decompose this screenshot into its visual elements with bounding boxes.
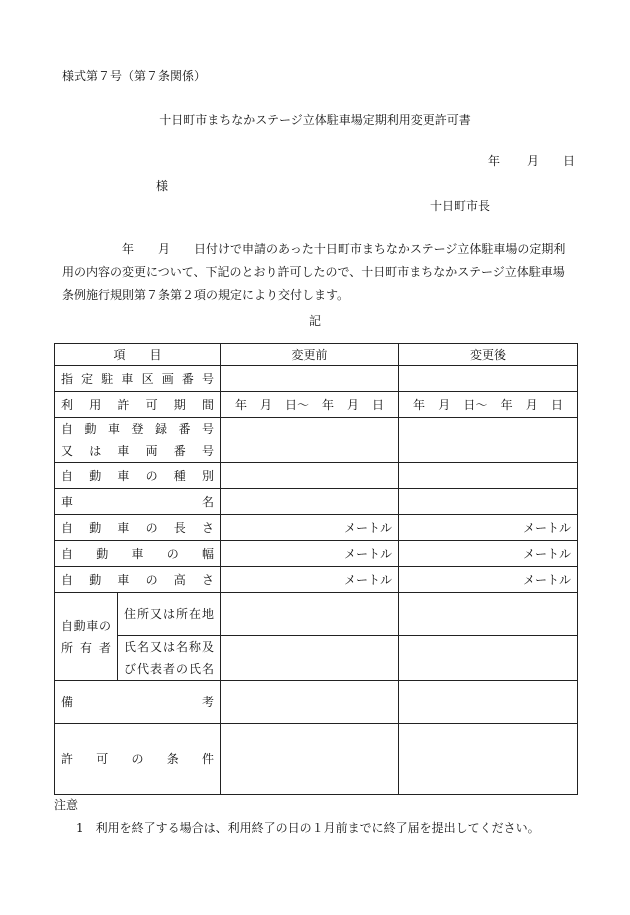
cell-after	[399, 593, 578, 636]
table-row	[55, 593, 578, 636]
period-part: 年	[413, 397, 426, 412]
label-line: 自動車登録番号	[61, 422, 215, 436]
header-after: 変更後	[399, 344, 578, 366]
header-item: 項 目	[55, 344, 221, 366]
period-after	[405, 397, 571, 413]
label-part: 備	[61, 695, 74, 709]
cell-before	[221, 366, 399, 392]
period-part: 年	[321, 397, 334, 412]
date-year: 年	[488, 154, 501, 168]
unit-before: メートル	[221, 567, 399, 593]
label-line: 又は車両番号	[61, 444, 215, 458]
permit-change-table	[54, 343, 578, 795]
table-row	[55, 567, 578, 593]
table-row	[55, 681, 578, 724]
cell-after	[399, 681, 578, 724]
table-row	[55, 515, 578, 541]
period-part: 月	[260, 397, 273, 412]
period-before	[227, 397, 392, 413]
cell-before	[221, 636, 399, 681]
table-row	[55, 366, 578, 392]
document-title: 十日町市まちなかステージ立体駐車場定期利用変更許可書	[159, 113, 471, 127]
period-part: 日	[550, 397, 563, 412]
label-owner-name	[118, 636, 221, 681]
cell-after	[399, 724, 578, 795]
label-width: 自動車の幅	[55, 541, 221, 567]
cell-before	[221, 463, 399, 489]
label-address: 住所又は所在地	[118, 593, 221, 636]
addressee-suffix: 様	[156, 179, 169, 193]
cell-after	[399, 392, 578, 418]
header-before: 変更前	[221, 344, 399, 366]
period-part: 月	[438, 397, 451, 412]
period-part: 月	[525, 397, 538, 412]
table-header-row	[55, 344, 578, 366]
cell-after	[399, 418, 578, 463]
date-month: 月	[527, 154, 540, 168]
label-car-name	[55, 489, 221, 515]
label-owner	[55, 593, 118, 681]
period-part: 日～	[463, 397, 488, 412]
label-registration-number	[55, 418, 221, 463]
label-part: 名	[202, 494, 215, 509]
period-part: 月	[346, 397, 359, 412]
table-row	[55, 463, 578, 489]
body-line: 年 月 日付けで申請のあった十日町市まちなかステージ立体駐車場の定期利	[62, 242, 566, 256]
period-part: 年	[235, 397, 248, 412]
table-row	[55, 418, 578, 463]
label-line: び代表者の氏名	[124, 662, 215, 676]
cell-after	[399, 463, 578, 489]
unit-before: メートル	[221, 515, 399, 541]
label-parking-space: 指定駐車区画番号	[55, 366, 221, 392]
unit-after: メートル	[399, 567, 578, 593]
label-line: 所有者	[61, 640, 111, 655]
cell-before	[221, 418, 399, 463]
label-remarks	[55, 681, 221, 724]
cell-after	[399, 366, 578, 392]
table-row	[55, 392, 578, 418]
label-part: 車	[61, 494, 74, 509]
table-row	[55, 636, 578, 681]
cell-before	[221, 724, 399, 795]
date-day: 日	[563, 154, 576, 168]
body-line: 用の内容の変更について、下記のとおり許可したので、十日町市まちなかステージ立体駐車場	[62, 265, 565, 279]
cell-before	[221, 593, 399, 636]
label-height: 自動車の高さ	[55, 567, 221, 593]
label-part: 考	[202, 695, 215, 709]
unit-before: メートル	[221, 541, 399, 567]
issuer: 十日町市長	[430, 199, 491, 213]
notes-heading: 注意	[54, 798, 79, 812]
table-row	[55, 541, 578, 567]
unit-after: メートル	[399, 515, 578, 541]
unit-after: メートル	[399, 541, 578, 567]
body-text	[62, 238, 582, 307]
label-conditions: 許可の条件	[55, 724, 221, 795]
label-line: 氏名又は名称及	[124, 640, 215, 654]
body-line: 条例施行規則第７条第２項の規定により交付します。	[62, 288, 350, 302]
cell-before	[221, 489, 399, 515]
ki-heading: 記	[308, 314, 321, 328]
issue-date	[488, 153, 575, 169]
note-item: 1 利用を終了する場合は、利用終了の日の１月前までに終了届を提出してください。	[76, 821, 540, 835]
period-part: 年	[500, 397, 513, 412]
label-permit-period: 利用許可期間	[55, 392, 221, 418]
cell-before	[221, 681, 399, 724]
label-line: 自動車の	[61, 618, 111, 633]
table-row	[55, 489, 578, 515]
form-number: 様式第７号（第７条関係）	[62, 69, 207, 83]
label-length: 自動車の長さ	[55, 515, 221, 541]
label-car-type: 自動車の種別	[55, 463, 221, 489]
cell-after	[399, 636, 578, 681]
cell-before	[221, 392, 399, 418]
cell-after	[399, 489, 578, 515]
period-part: 日～	[284, 397, 309, 412]
table-row	[55, 724, 578, 795]
period-part: 日	[371, 397, 384, 412]
